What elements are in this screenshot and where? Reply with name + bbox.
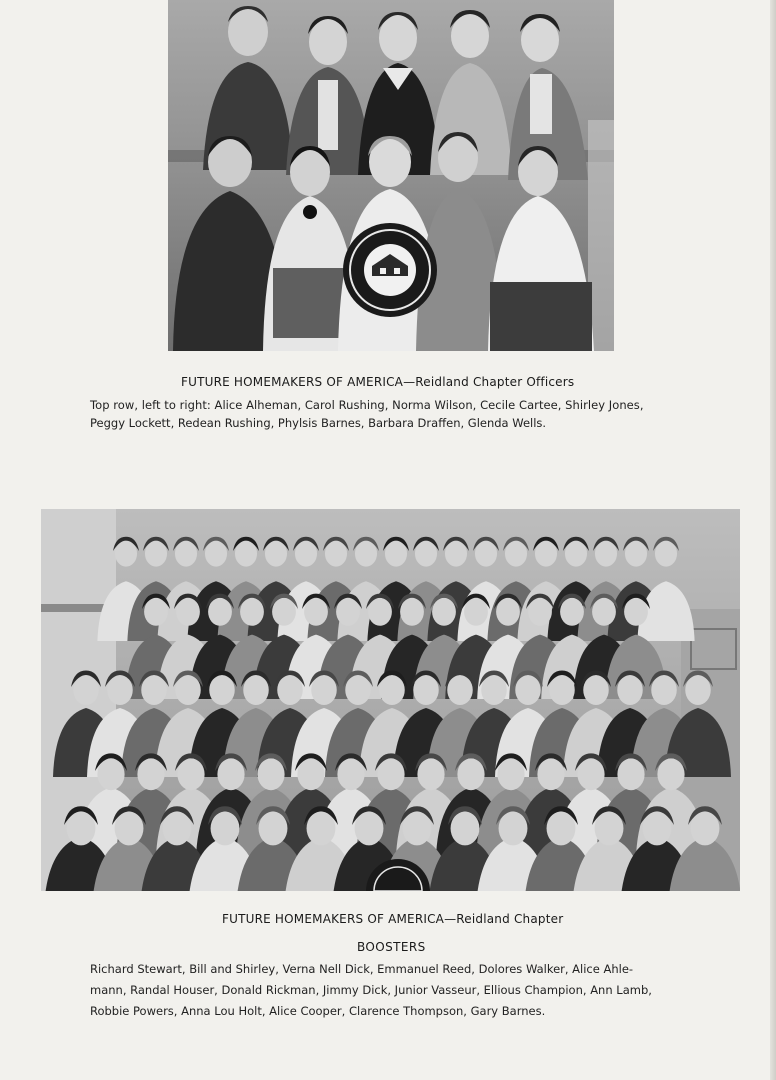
- member-face: [137, 758, 164, 790]
- officers-caption-title: FUTURE HOMEMAKERS OF AMERICA—Reidland Chapter Officers: [181, 375, 575, 389]
- member-face: [177, 758, 204, 790]
- fha-emblem: [343, 223, 437, 317]
- member-face: [617, 758, 644, 790]
- member-face: [413, 675, 439, 705]
- member-face: [565, 541, 587, 567]
- member-face: [537, 758, 564, 790]
- member-face: [277, 675, 303, 705]
- member-face: [595, 541, 617, 567]
- member-face: [560, 598, 584, 626]
- member-face: [583, 675, 609, 705]
- member-face: [497, 758, 524, 790]
- chapter-members-crowd: [44, 537, 740, 891]
- member-face: [211, 811, 240, 845]
- member-face: [657, 758, 684, 790]
- member-face: [417, 758, 444, 790]
- boosters-names-line-2: mann, Randal Houser, Donald Rickman, Jimmy Dick, Junior Vasseur, Ellious Champion, Ann Lamb,: [90, 983, 652, 997]
- member-face: [163, 811, 192, 845]
- member-face: [535, 541, 557, 567]
- member-face: [624, 598, 648, 626]
- boosters-names-line-1: Richard Stewart, Bill and Shirley, Verna Nell Dick, Emmanuel Reed, Dolores Walker, Alice Ahle-: [90, 962, 634, 976]
- member-face: [209, 675, 235, 705]
- chapter-caption-title: FUTURE HOMEMAKERS OF AMERICA—Reidland Chapter: [222, 912, 564, 926]
- member-face: [400, 598, 424, 626]
- member-face: [144, 598, 168, 626]
- member-face: [325, 541, 347, 567]
- member-face: [272, 598, 296, 626]
- member-face: [243, 675, 269, 705]
- officers-names-line-2: Peggy Lockett, Redean Rushing, Phylsis Barnes, Barbara Draffen, Glenda Wells.: [90, 416, 547, 430]
- member-face: [67, 811, 96, 845]
- officers-photo-image: [168, 0, 614, 351]
- member-face: [304, 598, 328, 626]
- member-face: [403, 811, 432, 845]
- member-face: [464, 598, 488, 626]
- member-face: [115, 541, 137, 567]
- member-face: [259, 811, 288, 845]
- member-face: [379, 675, 405, 705]
- member-face: [307, 811, 336, 845]
- officers-names-line-1: Top row, left to right: Alice Alheman, Carol Rushing, Norma Wilson, Cecile Cartee, Shirley Jones,: [90, 398, 644, 412]
- member-face: [385, 541, 407, 567]
- member-face: [355, 811, 384, 845]
- member-face: [505, 541, 527, 567]
- member-face: [691, 811, 720, 845]
- member-face: [368, 598, 392, 626]
- member-face: [655, 541, 677, 567]
- member-face: [97, 758, 124, 790]
- chapter-group-photo: [41, 509, 740, 891]
- member-face: [685, 675, 711, 705]
- member-face: [208, 598, 232, 626]
- member-face: [577, 758, 604, 790]
- member-face: [235, 541, 257, 567]
- member-face: [145, 541, 167, 567]
- member-face: [345, 675, 371, 705]
- member-face: [336, 598, 360, 626]
- member-face: [451, 811, 480, 845]
- member-face: [377, 758, 404, 790]
- member-face: [549, 675, 575, 705]
- member-face: [496, 598, 520, 626]
- member-face: [115, 811, 144, 845]
- officers-group-photo: [168, 0, 614, 351]
- boosters-heading: BOOSTERS: [357, 940, 426, 954]
- member-face: [141, 675, 167, 705]
- member-face: [547, 811, 576, 845]
- member-face: [175, 541, 197, 567]
- member-face: [617, 675, 643, 705]
- member-face: [176, 598, 200, 626]
- boosters-names-line-3: Robbie Powers, Anna Lou Holt, Alice Cooper, Clarence Thompson, Gary Barnes.: [90, 1004, 546, 1018]
- member-face: [311, 675, 337, 705]
- member-face: [447, 675, 473, 705]
- member-face: [355, 541, 377, 567]
- chapter-photo-image: [41, 509, 740, 891]
- member-face: [205, 541, 227, 567]
- member-face: [499, 811, 528, 845]
- member-face: [445, 541, 467, 567]
- member-face: [240, 598, 264, 626]
- member-face: [415, 541, 437, 567]
- member-face: [528, 598, 552, 626]
- member-face: [651, 675, 677, 705]
- member-face: [475, 541, 497, 567]
- member-face: [73, 675, 99, 705]
- member-face: [107, 675, 133, 705]
- member-face: [257, 758, 284, 790]
- member-face: [265, 541, 287, 567]
- page-edge-shadow: [770, 0, 776, 1080]
- member-face: [592, 598, 616, 626]
- member-face: [217, 758, 244, 790]
- member-face: [457, 758, 484, 790]
- member-face: [481, 675, 507, 705]
- member-face: [643, 811, 672, 845]
- member-face: [297, 758, 324, 790]
- member-face: [295, 541, 317, 567]
- member-face: [515, 675, 541, 705]
- member-face: [337, 758, 364, 790]
- member-face: [432, 598, 456, 626]
- member-face: [595, 811, 624, 845]
- member-face: [175, 675, 201, 705]
- member-face: [625, 541, 647, 567]
